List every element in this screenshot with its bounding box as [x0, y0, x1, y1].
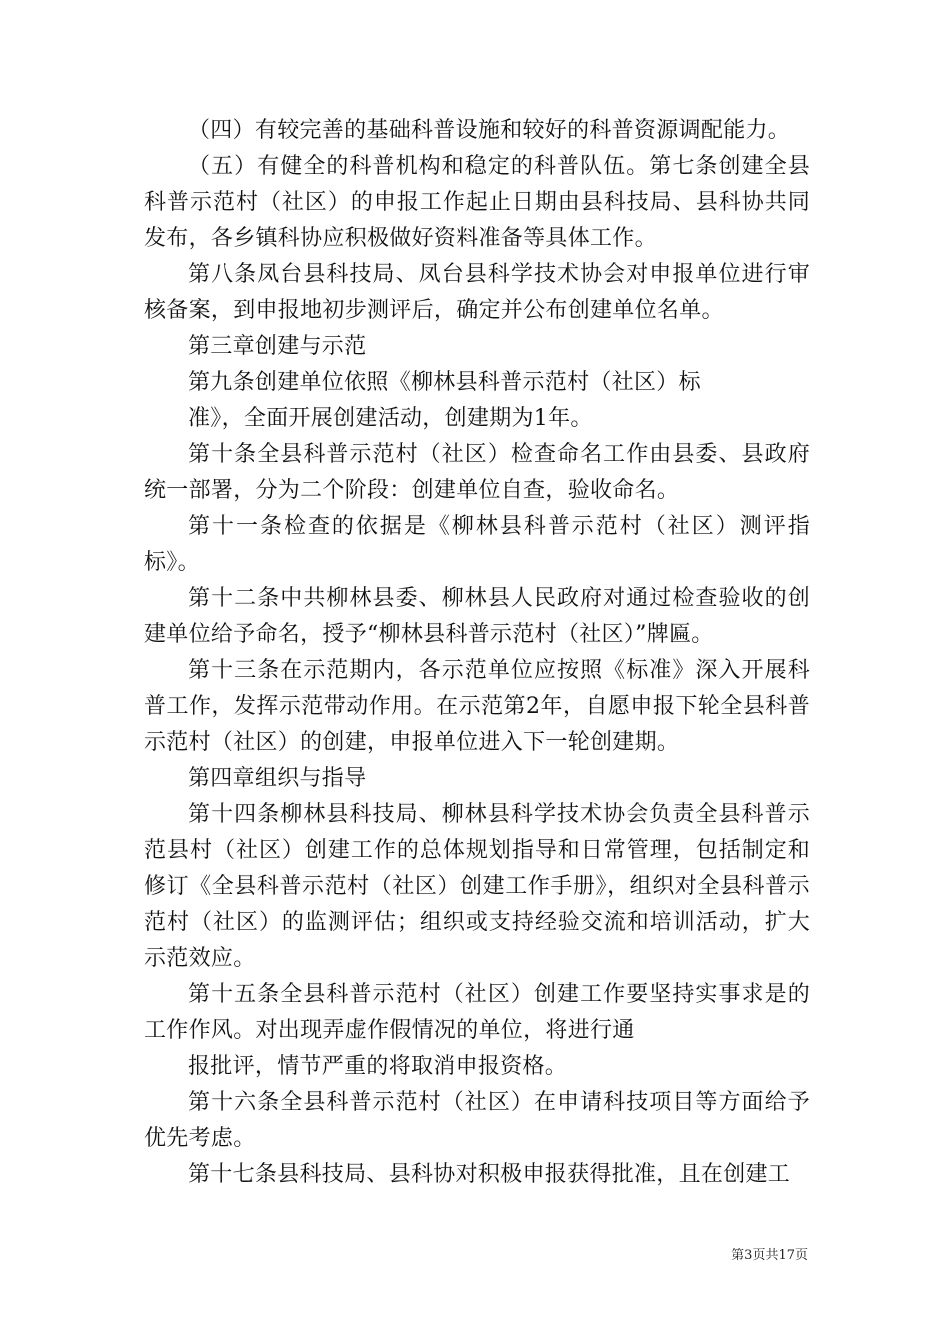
paragraph-5: （五）有健全的科普机构和稳定的科普队伍。第七条创建全县科普示范村（社区）的申报工作起止日期由县科技局、县科协共同发布，各乡镇科协应积极做好资料准备等具体工作。	[144, 154, 810, 251]
paragraph-article-16: 第十六条全县科普示范村（社区）在申请科技项目等方面给予优先考虑。	[144, 1090, 810, 1151]
paragraph-article-15-part2: 报批评，情节严重的将取消申报资格。	[188, 1054, 568, 1079]
paragraph-article-10: 第十条全县科普示范村（社区）检查命名工作由县委、县政府统一部署，分为二个阶段：创建单位自查，验收命名。	[144, 442, 810, 503]
chapter-3-heading: 第三章创建与示范	[188, 334, 367, 359]
paragraph-article-14: 第十四条柳林县科技局、柳林县科学技术协会负责全县科普示范县村（社区）创建工作的总体规划指导和日常管理，包括制定和修订《全县科普示范村（社区）创建工作手册》，组织对全县科普示范村（社区）的监测评估；组织或支持经验交流和培训活动，扩大示范效应。	[144, 802, 810, 971]
paragraph-article-8: 第八条凤台县科技局、凤台县科学技术协会对申报单位进行审核备案，到申报地初步测评后，确定并公布创建单位名单。	[144, 262, 810, 323]
paragraph-article-9-part2: 准》，全面开展创建活动，创建期为1年。	[188, 406, 593, 431]
document-body	[144, 113, 810, 1193]
chapter-4-heading: 第四章组织与指导	[188, 766, 367, 791]
paragraph-article-9-part1: 第九条创建单位依照《柳林县科普示范村（社区）标	[188, 370, 701, 395]
paragraph-article-15-part1: 第十五条全县科普示范村（社区）创建工作要坚持实事求是的工作作风。对出现弄虚作假情况的单位，将进行通	[144, 982, 810, 1043]
paragraph-4: （四）有较完善的基础科普设施和较好的科普资源调配能力。	[188, 118, 791, 143]
paragraph-article-12: 第十二条中共柳林县委、柳林县人民政府对通过检查验收的创建单位给予命名，授予“柳林县科普示范村（社区）”牌匾。	[144, 586, 810, 647]
paragraph-article-13: 第十三条在示范期内，各示范单位应按照《标准》深入开展科普工作，发挥示范带动作用。在示范第2年，自愿申报下轮全县科普示范村（社区）的创建，申报单位进入下一轮创建期。	[144, 658, 810, 755]
paragraph-article-17: 第十七条县科技局、县科协对积极申报获得批准，且在创建工	[188, 1162, 791, 1187]
page-number-footer: 第3页共17页	[731, 1248, 808, 1263]
paragraph-article-11: 第十一条检查的依据是《柳林县科普示范村（社区）测评指标》。	[144, 514, 810, 575]
